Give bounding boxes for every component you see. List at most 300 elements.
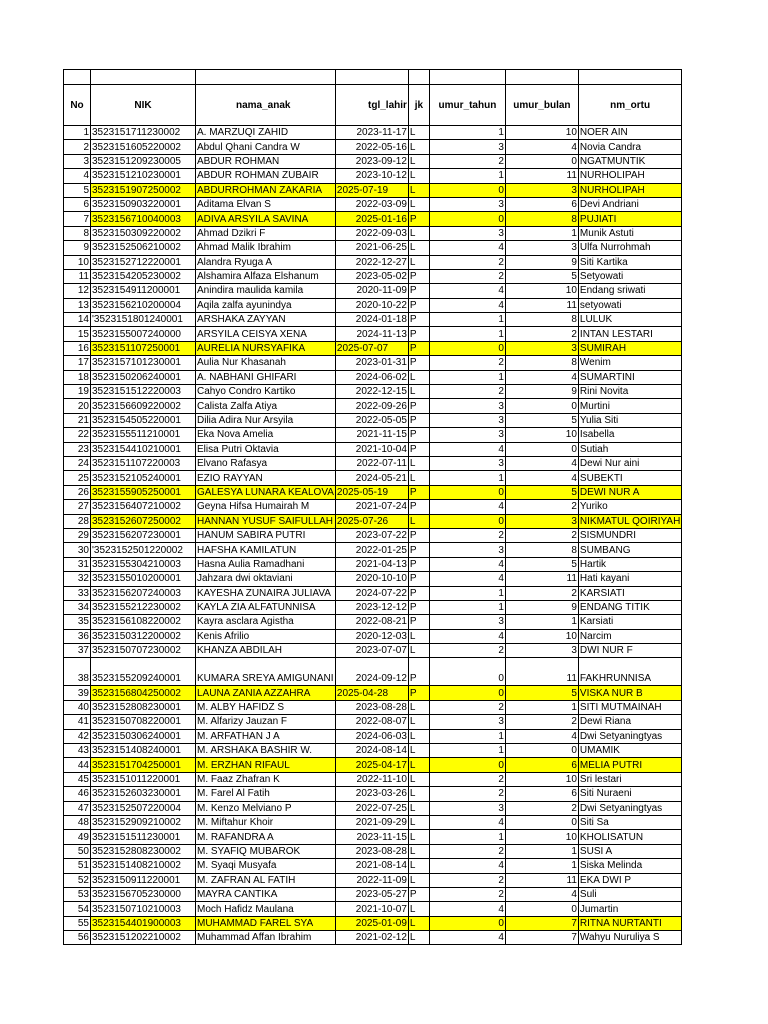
- cell-nik[interactable]: 3523151202210002: [91, 931, 196, 945]
- cell-tgl-lahir[interactable]: 2020-10-22: [335, 298, 408, 312]
- cell-nm-ortu[interactable]: NIKMATUL QOIRIYAH: [579, 515, 681, 527]
- cell-tgl-lahir[interactable]: 2023-05-02: [335, 269, 408, 283]
- cell-umur-bulan[interactable]: 1: [505, 700, 578, 714]
- cell-jk[interactable]: L: [408, 514, 429, 528]
- cell-nik[interactable]: 3523150708220001: [91, 715, 196, 729]
- cell-nama-anak[interactable]: Hasna Aulia Ramadhani: [196, 557, 336, 571]
- cell-no[interactable]: 16: [64, 341, 91, 355]
- cell-nm-ortu[interactable]: setyowati: [578, 298, 681, 312]
- cell-umur-bulan[interactable]: 5: [505, 485, 578, 499]
- cell-umur-tahun[interactable]: 2: [429, 787, 505, 801]
- cell-nm-ortu[interactable]: Yulia Siti: [578, 413, 681, 427]
- cell-nm-ortu[interactable]: SUBEKTI: [578, 471, 681, 485]
- cell-no[interactable]: 40: [64, 700, 91, 714]
- header-nik[interactable]: NIK: [91, 85, 196, 126]
- cell-no[interactable]: 37: [64, 644, 91, 658]
- cell-tgl-lahir[interactable]: 2021-07-24: [335, 500, 408, 514]
- cell-umur-bulan[interactable]: 0: [505, 744, 578, 758]
- cell-tgl-lahir[interactable]: 2021-11-15: [335, 428, 408, 442]
- cell-jk[interactable]: P: [408, 543, 429, 557]
- cell-nik[interactable]: 3523150911220001: [91, 873, 196, 887]
- cell-tgl-lahir[interactable]: 2021-10-04: [335, 442, 408, 456]
- cell-nik[interactable]: 3523155209240001: [91, 658, 196, 686]
- cell-umur-bulan[interactable]: 11: [505, 658, 578, 686]
- cell-nik[interactable]: 3523152607250002: [91, 514, 196, 528]
- cell-jk[interactable]: L: [408, 183, 429, 197]
- cell-umur-bulan[interactable]: 0: [505, 154, 578, 168]
- cell-tgl-lahir[interactable]: 2022-08-07: [335, 715, 408, 729]
- cell-no[interactable]: 50: [64, 844, 91, 858]
- cell-nm-ortu[interactable]: LULUK: [578, 313, 681, 327]
- cell-tgl-lahir[interactable]: 2024-08-14: [335, 744, 408, 758]
- cell-umur-bulan[interactable]: 1: [505, 844, 578, 858]
- cell-nik[interactable]: 3523155010200001: [91, 572, 196, 586]
- cell-umur-tahun[interactable]: 1: [429, 126, 505, 140]
- cell-nama-anak[interactable]: M. Miftahur Khoir: [196, 815, 336, 829]
- cell-nama-anak[interactable]: MAYRA CANTIKA: [196, 887, 336, 901]
- cell-nik[interactable]: 3523150312200002: [91, 629, 196, 643]
- cell-umur-bulan[interactable]: 8: [505, 356, 578, 370]
- cell-nm-ortu[interactable]: Dewi Nur aini: [578, 456, 681, 470]
- cell-tgl-lahir[interactable]: 2020-10-10: [335, 572, 408, 586]
- cell-nik[interactable]: 3523151704250001: [91, 758, 196, 772]
- cell-nik[interactable]: 3523156210200004: [91, 298, 196, 312]
- cell-umur-bulan[interactable]: 11: [505, 298, 578, 312]
- cell-umur-bulan[interactable]: 2: [505, 528, 578, 542]
- cell-umur-tahun[interactable]: 4: [429, 629, 505, 643]
- cell-jk[interactable]: L: [408, 644, 429, 658]
- cell-nm-ortu[interactable]: DEWI NUR A: [578, 485, 681, 499]
- cell-umur-tahun[interactable]: 1: [429, 744, 505, 758]
- cell-umur-tahun[interactable]: 4: [429, 500, 505, 514]
- cell-no[interactable]: 48: [64, 815, 91, 829]
- header-nm-ortu[interactable]: nm_ortu: [578, 85, 681, 126]
- cell-nama-anak[interactable]: ARSYILA CEISYA XENA: [196, 327, 336, 341]
- cell-jk[interactable]: L: [408, 729, 429, 743]
- cell-no[interactable]: 33: [64, 586, 91, 600]
- cell-no[interactable]: 14: [64, 313, 91, 327]
- cell-jk[interactable]: L: [408, 241, 429, 255]
- cell-nm-ortu[interactable]: PUJIATI: [578, 212, 681, 226]
- cell-nama-anak[interactable]: Kayra asclara Agistha: [196, 615, 336, 629]
- cell-no[interactable]: 45: [64, 772, 91, 786]
- cell-jk[interactable]: L: [408, 126, 429, 140]
- cell-nm-ortu[interactable]: Siti Kartika: [578, 255, 681, 269]
- cell-nik[interactable]: 3523156207230001: [91, 528, 196, 542]
- cell-nik[interactable]: 3523152506210002: [91, 241, 196, 255]
- cell-nik[interactable]: 3523156207240003: [91, 586, 196, 600]
- cell-nik[interactable]: 3523155511210001: [91, 428, 196, 442]
- cell-nik[interactable]: 3523156108220002: [91, 615, 196, 629]
- cell-tgl-lahir[interactable]: 2025-01-16: [335, 212, 408, 226]
- cell-jk[interactable]: L: [408, 226, 429, 240]
- cell-umur-tahun[interactable]: 1: [429, 729, 505, 743]
- cell-jk[interactable]: L: [408, 700, 429, 714]
- empty-cell[interactable]: [335, 70, 408, 85]
- cell-nm-ortu[interactable]: NOER AIN: [578, 126, 681, 140]
- cell-nama-anak[interactable]: M. RAFANDRA A: [196, 830, 336, 844]
- cell-nik[interactable]: 3523152603230001: [91, 787, 196, 801]
- cell-umur-bulan[interactable]: 3: [505, 183, 578, 197]
- cell-nm-ortu[interactable]: NURHOLIPAH: [578, 183, 681, 197]
- cell-umur-bulan[interactable]: 10: [505, 126, 578, 140]
- cell-nm-ortu[interactable]: Endang sriwati: [578, 284, 681, 298]
- cell-umur-bulan[interactable]: 9: [505, 600, 578, 614]
- cell-tgl-lahir[interactable]: 2022-11-09: [335, 873, 408, 887]
- cell-nama-anak[interactable]: ABDUR ROHMAN ZUBAIR: [196, 169, 336, 183]
- cell-tgl-lahir[interactable]: 2022-05-16: [335, 140, 408, 154]
- cell-no[interactable]: 5: [64, 183, 91, 197]
- header-umur-tahun[interactable]: umur_tahun: [429, 85, 505, 126]
- cell-no[interactable]: 52: [64, 873, 91, 887]
- cell-nama-anak[interactable]: M. ARSHAKA BASHIR W.: [196, 744, 336, 758]
- cell-umur-tahun[interactable]: 4: [429, 557, 505, 571]
- cell-jk[interactable]: P: [408, 341, 429, 355]
- cell-jk[interactable]: L: [408, 370, 429, 384]
- cell-jk[interactable]: L: [408, 844, 429, 858]
- cell-umur-tahun[interactable]: 0: [429, 212, 505, 226]
- cell-nik[interactable]: 3523151408210002: [91, 859, 196, 873]
- cell-tgl-lahir[interactable]: 2022-09-03: [335, 226, 408, 240]
- cell-no[interactable]: 1: [64, 126, 91, 140]
- cell-umur-bulan[interactable]: 4: [505, 140, 578, 154]
- cell-umur-bulan[interactable]: 11: [505, 169, 578, 183]
- cell-no[interactable]: 41: [64, 715, 91, 729]
- cell-jk[interactable]: P: [408, 413, 429, 427]
- cell-nama-anak[interactable]: ADIVA ARSYILA SAVINA: [196, 212, 336, 226]
- cell-umur-bulan[interactable]: 0: [505, 399, 578, 413]
- cell-nik[interactable]: '3523151801240001: [91, 313, 196, 327]
- cell-nama-anak[interactable]: M. Syaqi Musyafa: [196, 859, 336, 873]
- cell-umur-tahun[interactable]: 0: [429, 758, 505, 772]
- cell-nm-ortu[interactable]: SISMUNDRI: [578, 528, 681, 542]
- cell-nm-ortu[interactable]: DWI NUR F: [578, 644, 681, 658]
- cell-umur-tahun[interactable]: 2: [429, 644, 505, 658]
- cell-umur-tahun[interactable]: 2: [429, 873, 505, 887]
- cell-umur-bulan[interactable]: 2: [505, 801, 578, 815]
- cell-umur-bulan[interactable]: 2: [505, 715, 578, 729]
- cell-umur-bulan[interactable]: 11: [505, 572, 578, 586]
- cell-tgl-lahir[interactable]: 2023-11-17: [335, 126, 408, 140]
- cell-tgl-lahir[interactable]: 2024-06-02: [335, 370, 408, 384]
- cell-no[interactable]: 18: [64, 370, 91, 384]
- cell-jk[interactable]: L: [408, 154, 429, 168]
- cell-jk[interactable]: P: [408, 442, 429, 456]
- cell-no[interactable]: 23: [64, 442, 91, 456]
- cell-umur-bulan[interactable]: 1: [505, 859, 578, 873]
- cell-tgl-lahir[interactable]: 2024-05-21: [335, 471, 408, 485]
- cell-nik[interactable]: 3523151512220003: [91, 385, 196, 399]
- cell-no[interactable]: 15: [64, 327, 91, 341]
- cell-nama-anak[interactable]: AURELIA NURSYAFIKA: [196, 341, 336, 355]
- cell-no[interactable]: 13: [64, 298, 91, 312]
- cell-umur-tahun[interactable]: 3: [429, 197, 505, 211]
- cell-nm-ortu[interactable]: SUMBANG: [578, 543, 681, 557]
- cell-nama-anak[interactable]: KUMARA SREYA AMIGUNANI: [196, 658, 336, 686]
- cell-jk[interactable]: L: [408, 815, 429, 829]
- cell-nm-ortu[interactable]: Setyowati: [578, 269, 681, 283]
- cell-no[interactable]: 28: [64, 514, 91, 528]
- cell-tgl-lahir[interactable]: 2023-08-28: [335, 844, 408, 858]
- empty-cell[interactable]: [408, 70, 429, 85]
- cell-nm-ortu[interactable]: Rini Novita: [578, 385, 681, 399]
- cell-tgl-lahir[interactable]: 2020-12-03: [335, 629, 408, 643]
- cell-umur-bulan[interactable]: 3: [505, 241, 578, 255]
- cell-no[interactable]: 6: [64, 197, 91, 211]
- cell-no[interactable]: 8: [64, 226, 91, 240]
- cell-tgl-lahir[interactable]: 2021-10-07: [335, 902, 408, 916]
- cell-jk[interactable]: P: [408, 269, 429, 283]
- cell-umur-tahun[interactable]: 2: [429, 154, 505, 168]
- cell-nama-anak[interactable]: ABDUR ROHMAN: [196, 154, 336, 168]
- cell-umur-bulan[interactable]: 10: [505, 629, 578, 643]
- cell-umur-tahun[interactable]: 3: [429, 543, 505, 557]
- cell-umur-tahun[interactable]: 2: [429, 772, 505, 786]
- cell-nama-anak[interactable]: Muhammad Affan Ibrahim: [196, 931, 336, 945]
- cell-umur-bulan[interactable]: 9: [505, 255, 578, 269]
- cell-tgl-lahir[interactable]: 2022-03-09: [335, 197, 408, 211]
- cell-nik[interactable]: 3523150707230002: [91, 644, 196, 658]
- cell-jk[interactable]: P: [408, 284, 429, 298]
- cell-umur-bulan[interactable]: 5: [505, 413, 578, 427]
- cell-nama-anak[interactable]: Alandra Ryuga A: [196, 255, 336, 269]
- cell-umur-tahun[interactable]: 1: [429, 600, 505, 614]
- cell-nm-ortu[interactable]: Hati kayani: [578, 572, 681, 586]
- cell-jk[interactable]: L: [408, 873, 429, 887]
- cell-nm-ortu[interactable]: Siska Melinda: [578, 859, 681, 873]
- cell-tgl-lahir[interactable]: 2021-02-12: [335, 931, 408, 945]
- cell-umur-bulan[interactable]: 8: [505, 212, 578, 226]
- cell-jk[interactable]: P: [408, 212, 429, 226]
- cell-nama-anak[interactable]: Aditama Elvan S: [196, 197, 336, 211]
- cell-umur-bulan[interactable]: 6: [505, 197, 578, 211]
- cell-umur-tahun[interactable]: 2: [429, 844, 505, 858]
- cell-tgl-lahir[interactable]: 2022-12-15: [335, 385, 408, 399]
- cell-jk[interactable]: P: [408, 572, 429, 586]
- cell-jk[interactable]: L: [408, 197, 429, 211]
- cell-no[interactable]: 35: [64, 615, 91, 629]
- cell-nm-ortu[interactable]: EKA DWI P: [578, 873, 681, 887]
- cell-umur-tahun[interactable]: 2: [429, 385, 505, 399]
- cell-jk[interactable]: L: [408, 772, 429, 786]
- cell-nik[interactable]: 3523152507220004: [91, 801, 196, 815]
- cell-nm-ortu[interactable]: Dwi Setyaningtyas: [578, 729, 681, 743]
- cell-nik[interactable]: 3523152909210002: [91, 815, 196, 829]
- cell-umur-tahun[interactable]: 4: [429, 859, 505, 873]
- cell-nm-ortu[interactable]: Hartik: [578, 557, 681, 571]
- empty-cell[interactable]: [429, 70, 505, 85]
- cell-umur-tahun[interactable]: 3: [429, 226, 505, 240]
- cell-umur-tahun[interactable]: 4: [429, 572, 505, 586]
- cell-umur-tahun[interactable]: 3: [429, 428, 505, 442]
- cell-nik[interactable]: 3523154410210001: [91, 442, 196, 456]
- cell-nama-anak[interactable]: HANUM SABIRA PUTRI: [196, 528, 336, 542]
- cell-jk[interactable]: P: [408, 600, 429, 614]
- cell-no[interactable]: 21: [64, 413, 91, 427]
- cell-umur-tahun[interactable]: 2: [429, 700, 505, 714]
- cell-nama-anak[interactable]: Abdul Qhani Candra W: [196, 140, 336, 154]
- cell-no[interactable]: 55: [64, 916, 91, 930]
- cell-jk[interactable]: L: [408, 916, 429, 930]
- cell-nama-anak[interactable]: M. ERZHAN RIFAUL: [196, 758, 336, 772]
- cell-umur-tahun[interactable]: 3: [429, 413, 505, 427]
- cell-nik[interactable]: 3523156710040003: [91, 212, 196, 226]
- cell-tgl-lahir[interactable]: 2024-01-18: [335, 313, 408, 327]
- cell-umur-bulan[interactable]: 5: [505, 269, 578, 283]
- cell-jk[interactable]: L: [408, 902, 429, 916]
- cell-nik[interactable]: 3523151408240001: [91, 744, 196, 758]
- cell-nm-ortu[interactable]: Sutiah: [578, 442, 681, 456]
- cell-no[interactable]: 4: [64, 169, 91, 183]
- cell-umur-tahun[interactable]: 1: [429, 327, 505, 341]
- cell-nm-ortu[interactable]: RITNA NURTANTI: [578, 916, 681, 930]
- cell-nik[interactable]: 3523156609220002: [91, 399, 196, 413]
- cell-umur-bulan[interactable]: 4: [505, 370, 578, 384]
- cell-no[interactable]: 34: [64, 600, 91, 614]
- cell-umur-tahun[interactable]: 4: [429, 298, 505, 312]
- cell-jk[interactable]: L: [408, 931, 429, 945]
- cell-nik[interactable]: 3523151210230001: [91, 169, 196, 183]
- cell-nm-ortu[interactable]: Sri lestari: [578, 772, 681, 786]
- cell-nm-ortu[interactable]: Jumartin: [578, 902, 681, 916]
- cell-umur-tahun[interactable]: 0: [429, 514, 505, 528]
- cell-nm-ortu[interactable]: Ulfa Nurrohmah: [578, 241, 681, 255]
- cell-umur-tahun[interactable]: 0: [429, 686, 505, 700]
- cell-umur-bulan[interactable]: 3: [505, 514, 578, 528]
- cell-nama-anak[interactable]: ABDURROHMAN ZAKARIA: [196, 183, 336, 197]
- cell-umur-bulan[interactable]: 2: [505, 500, 578, 514]
- cell-umur-tahun[interactable]: 1: [429, 169, 505, 183]
- cell-umur-bulan[interactable]: 2: [505, 586, 578, 600]
- cell-nama-anak[interactable]: Kenis Afrilio: [196, 629, 336, 643]
- cell-no[interactable]: 32: [64, 572, 91, 586]
- cell-tgl-lahir[interactable]: 2024-11-13: [335, 327, 408, 341]
- cell-nama-anak[interactable]: MUHAMMAD FAREL SYA: [196, 916, 336, 930]
- cell-tgl-lahir[interactable]: 2025-04-28: [335, 686, 408, 700]
- cell-no[interactable]: 20: [64, 399, 91, 413]
- cell-no[interactable]: 26: [64, 485, 91, 499]
- cell-nama-anak[interactable]: KAYESHA ZUNAIRA JULIAVA: [196, 586, 336, 600]
- cell-jk[interactable]: P: [408, 500, 429, 514]
- cell-nik[interactable]: 3523151605220002: [91, 140, 196, 154]
- cell-nm-ortu[interactable]: Wenim: [578, 356, 681, 370]
- cell-tgl-lahir[interactable]: 2022-12-27: [335, 255, 408, 269]
- cell-nik[interactable]: 3523155905250001: [91, 485, 196, 499]
- cell-umur-bulan[interactable]: 8: [505, 313, 578, 327]
- cell-jk[interactable]: L: [408, 255, 429, 269]
- cell-tgl-lahir[interactable]: 2025-04-17: [335, 758, 408, 772]
- cell-jk[interactable]: P: [408, 485, 429, 499]
- cell-nik[interactable]: 3523151107250001: [91, 341, 196, 355]
- cell-nik[interactable]: 3523154205230002: [91, 269, 196, 283]
- cell-jk[interactable]: L: [408, 744, 429, 758]
- cell-umur-bulan[interactable]: 4: [505, 887, 578, 901]
- cell-no[interactable]: 25: [64, 471, 91, 485]
- cell-nik[interactable]: 3523151511230001: [91, 830, 196, 844]
- cell-jk[interactable]: P: [408, 686, 429, 700]
- cell-no[interactable]: 31: [64, 557, 91, 571]
- cell-jk[interactable]: P: [408, 615, 429, 629]
- header-jk[interactable]: jk: [408, 85, 429, 126]
- cell-jk[interactable]: L: [408, 758, 429, 772]
- cell-no[interactable]: 42: [64, 729, 91, 743]
- cell-no[interactable]: 29: [64, 528, 91, 542]
- cell-umur-bulan[interactable]: 7: [505, 916, 578, 930]
- cell-umur-tahun[interactable]: 4: [429, 931, 505, 945]
- cell-nama-anak[interactable]: A. NABHANI GHIFARI: [196, 370, 336, 384]
- cell-tgl-lahir[interactable]: 2021-08-14: [335, 859, 408, 873]
- cell-no[interactable]: 11: [64, 269, 91, 283]
- cell-no[interactable]: 12: [64, 284, 91, 298]
- cell-umur-tahun[interactable]: 3: [429, 801, 505, 815]
- cell-no[interactable]: 53: [64, 887, 91, 901]
- cell-tgl-lahir[interactable]: 2022-11-10: [335, 772, 408, 786]
- cell-tgl-lahir[interactable]: 2022-07-25: [335, 801, 408, 815]
- cell-tgl-lahir[interactable]: 2023-07-22: [335, 528, 408, 542]
- cell-no[interactable]: 44: [64, 758, 91, 772]
- cell-tgl-lahir[interactable]: 2022-05-05: [335, 413, 408, 427]
- cell-tgl-lahir[interactable]: 2023-12-12: [335, 600, 408, 614]
- cell-nik[interactable]: 3523152105240001: [91, 471, 196, 485]
- cell-nik[interactable]: 3523151907250002: [91, 183, 196, 197]
- cell-umur-bulan[interactable]: 10: [505, 284, 578, 298]
- cell-nik[interactable]: 3523154401900003: [91, 916, 196, 930]
- cell-umur-bulan[interactable]: 0: [505, 442, 578, 456]
- cell-no[interactable]: 49: [64, 830, 91, 844]
- empty-cell[interactable]: [505, 70, 578, 85]
- cell-umur-tahun[interactable]: 1: [429, 370, 505, 384]
- cell-nama-anak[interactable]: ARSHAKA ZAYYAN: [196, 313, 336, 327]
- cell-nama-anak[interactable]: M. ALBY HAFIDZ S: [196, 700, 336, 714]
- cell-jk[interactable]: P: [408, 356, 429, 370]
- cell-no[interactable]: 3: [64, 154, 91, 168]
- cell-no[interactable]: 54: [64, 902, 91, 916]
- cell-nm-ortu[interactable]: Munik Astuti: [578, 226, 681, 240]
- cell-nama-anak[interactable]: HAFSHA KAMILATUN: [196, 543, 336, 557]
- cell-tgl-lahir[interactable]: 2023-07-07: [335, 644, 408, 658]
- cell-umur-bulan[interactable]: 6: [505, 758, 578, 772]
- cell-jk[interactable]: P: [408, 298, 429, 312]
- cell-nama-anak[interactable]: Elvano Rafasya: [196, 456, 336, 470]
- cell-no[interactable]: 22: [64, 428, 91, 442]
- cell-jk[interactable]: P: [408, 557, 429, 571]
- cell-tgl-lahir[interactable]: 2020-11-09: [335, 284, 408, 298]
- cell-tgl-lahir[interactable]: 2022-01-25: [335, 543, 408, 557]
- cell-jk[interactable]: P: [408, 586, 429, 600]
- cell-nik[interactable]: 3523156407210002: [91, 500, 196, 514]
- cell-nm-ortu[interactable]: SUMIRAH: [578, 341, 681, 355]
- cell-umur-bulan[interactable]: 1: [505, 226, 578, 240]
- cell-nik[interactable]: 3523155212230002: [91, 600, 196, 614]
- cell-tgl-lahir[interactable]: 2025-07-07: [335, 341, 408, 355]
- cell-jk[interactable]: L: [408, 169, 429, 183]
- cell-nik[interactable]: 3523154505220001: [91, 413, 196, 427]
- cell-umur-tahun[interactable]: 1: [429, 586, 505, 600]
- cell-nama-anak[interactable]: EZIO RAYYAN: [196, 471, 336, 485]
- cell-tgl-lahir[interactable]: 2022-09-26: [335, 399, 408, 413]
- cell-tgl-lahir[interactable]: 2024-07-22: [335, 586, 408, 600]
- cell-jk[interactable]: P: [408, 399, 429, 413]
- cell-tgl-lahir[interactable]: 2023-10-12: [335, 169, 408, 183]
- cell-nama-anak[interactable]: M. Kenzo Melviano P: [196, 801, 336, 815]
- cell-nama-anak[interactable]: M. ZAFRAN AL FATIH: [196, 873, 336, 887]
- cell-tgl-lahir[interactable]: 2023-11-15: [335, 830, 408, 844]
- cell-no[interactable]: 46: [64, 787, 91, 801]
- header-tgl-lahir[interactable]: tgl_lahir: [335, 85, 408, 126]
- cell-no[interactable]: 38: [64, 658, 91, 686]
- cell-no[interactable]: 30: [64, 543, 91, 557]
- cell-no[interactable]: 7: [64, 212, 91, 226]
